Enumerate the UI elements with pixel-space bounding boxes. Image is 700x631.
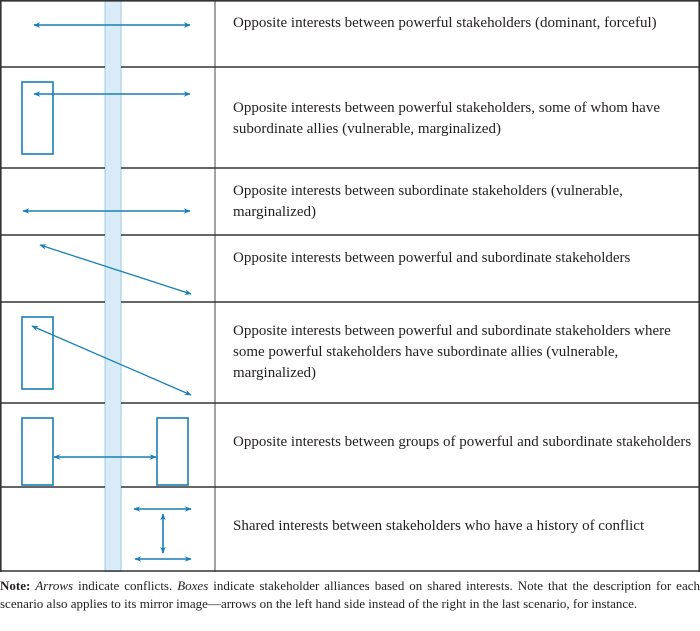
note-label: Note: — [0, 578, 31, 593]
center-strip — [105, 0, 121, 572]
note-text-2: indicate stakeholder alliances based on shared interests. Note that the description for each scenario also applies to its mirror image—arrows on the left hand side instead of the right in the last scenario, for instance. — [0, 578, 700, 611]
row-7-description: Shared interests between stakeholders who have a history of conflict — [233, 518, 645, 534]
note-boxes-term: Boxes — [177, 578, 209, 593]
row-5-description: Opposite interests between powerful and subordinate stakeholders where some powerful stakeholders have subordinate allies (vulnerable, marginalized) — [233, 323, 671, 381]
note-text-1: indicate conflicts. — [73, 578, 178, 593]
row-1-description: Opposite interests between powerful stakeholders (dominant, forceful) — [233, 15, 657, 31]
row-2-description: Opposite interests between powerful stakeholders, some of whom have subordinate allies (vulnerable, marginalized) — [233, 100, 660, 137]
note-arrows-term: Arrows — [35, 578, 74, 593]
row-3-description: Opposite interests between subordinate stakeholders (vulnerable, marginalized) — [233, 183, 623, 220]
table-note — [0, 577, 700, 612]
row-4-description: Opposite interests between powerful and subordinate stakeholders — [233, 250, 631, 266]
row-6-description: Opposite interests between groups of powerful and subordinate stakeholders — [233, 434, 692, 450]
three-arrows-icon — [134, 509, 191, 559]
